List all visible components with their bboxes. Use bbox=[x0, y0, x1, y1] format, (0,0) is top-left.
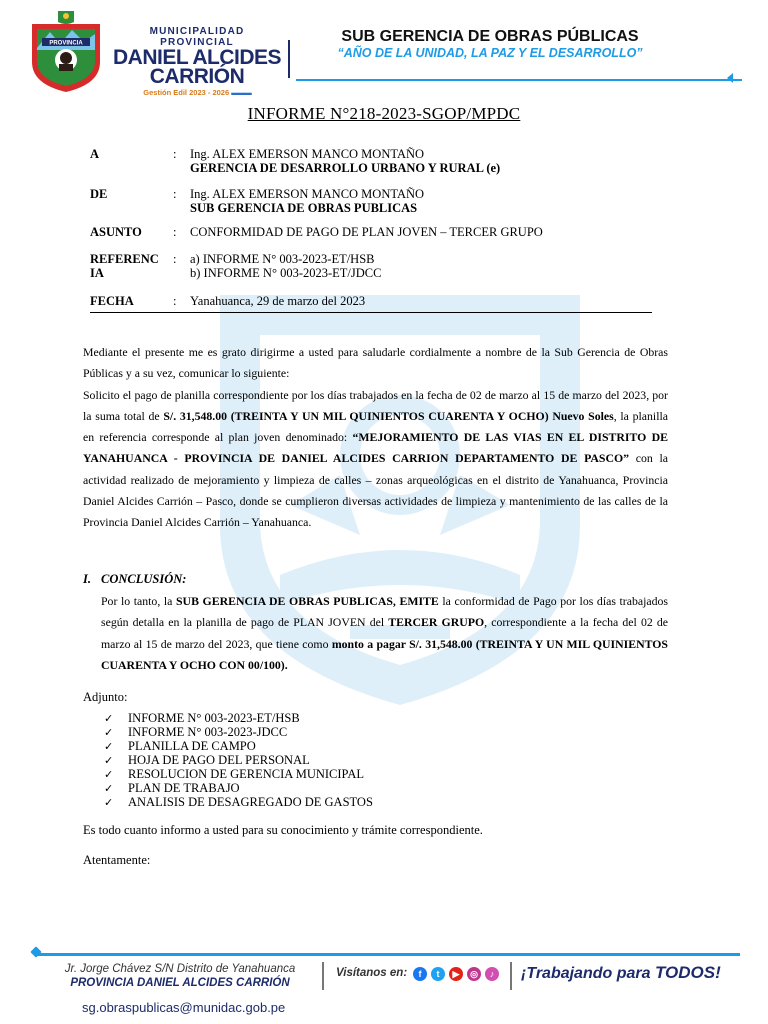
memo-value-de bbox=[190, 187, 652, 215]
checkmark-icon: ✓ bbox=[104, 754, 114, 767]
footer-rule bbox=[35, 953, 740, 956]
slogan-text: ¡Trabajando para bbox=[521, 965, 655, 982]
conclusion-text-1: Por lo tanto, la bbox=[101, 594, 176, 608]
attachments-label: Adjunto: bbox=[83, 690, 128, 704]
footer-slogan bbox=[521, 963, 721, 983]
municipality-top: MUNICIPALIDAD PROVINCIAL bbox=[149, 26, 245, 48]
memo-label-a: A bbox=[90, 147, 100, 161]
memo-label-fecha: FECHA bbox=[90, 294, 134, 308]
footer-divider bbox=[322, 962, 324, 990]
subject-value: CONFORMIDAD DE PAGO DE PLAN JOVEN – TERCER GRUPO bbox=[190, 225, 543, 239]
conclusion-emitter: SUB GERENCIA DE OBRAS PUBLICAS, EMITE bbox=[175, 594, 439, 608]
slogan-emphasis: TODOS! bbox=[654, 963, 721, 982]
memo-colon: : bbox=[173, 147, 177, 161]
municipality-line1: DANIEL ALCIDES bbox=[112, 46, 281, 69]
body-text bbox=[83, 342, 668, 534]
list-item bbox=[104, 795, 373, 809]
gestion-period: Gestión Edil 2023 - 2026 ▬▬▬ bbox=[143, 88, 251, 97]
memo-colon: : bbox=[173, 225, 177, 239]
references-value bbox=[190, 252, 652, 280]
address-line-2: PROVINCIA DANIEL ALCIDES CARRIÓN bbox=[70, 977, 290, 989]
footer-divider bbox=[510, 962, 512, 990]
request-text-3: con la actividad realizado de mejoramiento y limpieza de calles – zonas arqueológicas en el distrito de Yanahuanca, Provincia Daniel Alcides Carrión – Pasco, donde se cumplieron diversas actividades de limpieza y mantenimiento de las calles de la Provincia Daniel Alcides Carrión – Yanahuanca. bbox=[83, 451, 668, 530]
header-rule bbox=[296, 79, 742, 81]
closing-text: Es todo cuanto informo a usted para su conocimiento y trámite correspondiente. bbox=[83, 823, 483, 837]
request-amount: S/. 31,548.00 (TREINTA Y UN MIL QUINIENTOS CUARENTA Y OCHO) Nuevo Soles bbox=[163, 408, 614, 423]
crest-banner-text: PROVINCIA bbox=[49, 40, 83, 47]
project-name: “MEJORAMIENTO DE LAS VIAS EN EL DISTRITO DE YANAHUANCA - PROVINCIA DE DANIEL ALCIDES CARRION DEPARTAMENTO DE PASCO” bbox=[83, 430, 668, 466]
header-divider bbox=[288, 40, 290, 78]
memo-row-referencia bbox=[90, 252, 652, 294]
date-value: Yanahuanca, 29 de marzo del 2023 bbox=[190, 294, 366, 308]
conclusion-heading bbox=[83, 572, 186, 587]
twitter-icon[interactable]: t bbox=[431, 967, 445, 981]
facebook-icon[interactable]: f bbox=[413, 967, 427, 981]
tiktok-icon[interactable]: ♪ bbox=[485, 967, 499, 981]
attachment-text: RESOLUCION DE GERENCIA MUNICIPAL bbox=[128, 767, 365, 781]
attachment-text: HOJA DE PAGO DEL PERSONAL bbox=[128, 753, 310, 767]
list-item bbox=[104, 725, 373, 739]
sender-name: Ing. ALEX EMERSON MANCO MONTAÑO bbox=[190, 187, 425, 201]
memo-row-fecha bbox=[90, 294, 652, 310]
checkmark-icon: ✓ bbox=[104, 796, 114, 809]
checkmark-icon: ✓ bbox=[104, 726, 114, 739]
memo-row-de bbox=[90, 187, 652, 225]
conclusion-text-3: , correspondiente a la fecha del 02 de marzo al 15 de marzo del 2023, que tiene como bbox=[101, 615, 669, 651]
municipal-crest-logo bbox=[28, 8, 104, 94]
municipality-name bbox=[112, 26, 282, 97]
visit-label: Visítanos en: bbox=[336, 967, 408, 979]
attachments-list bbox=[104, 711, 373, 809]
request-text-1: Solicito el pago de planilla correspondiente por los días trabajados en la fecha de 02 de marzo al 15 de marzo del 2023, por la suma total de bbox=[83, 387, 668, 423]
memo-rule bbox=[90, 312, 652, 313]
attachment-text: INFORME N° 003-2023-ET/HSB bbox=[128, 711, 300, 725]
checkmark-icon: ✓ bbox=[104, 782, 114, 795]
memo-label-referencia-2: IA bbox=[90, 266, 104, 280]
paragraph-request bbox=[83, 385, 668, 534]
conclusion-group: TERCER GRUPO bbox=[388, 615, 485, 630]
signoff-text: Atentamente: bbox=[83, 853, 151, 867]
list-item bbox=[104, 711, 373, 725]
memo-label-referencia bbox=[90, 252, 166, 280]
memo-value-a bbox=[190, 147, 652, 175]
conclusion-text bbox=[101, 591, 668, 676]
checkmark-icon: ✓ bbox=[104, 740, 114, 753]
instagram-icon[interactable]: ◎ bbox=[467, 967, 481, 981]
memo-label-asunto: ASUNTO bbox=[90, 225, 142, 239]
memo-row-asunto bbox=[90, 225, 652, 252]
checkmark-icon: ✓ bbox=[104, 712, 114, 725]
request-text-2: , la planilla en referencia corresponde al plan joven denominado: bbox=[83, 408, 668, 445]
list-item bbox=[104, 781, 373, 795]
reference-b: b) INFORME N° 003-2023-ET/JDCC bbox=[190, 266, 382, 280]
memo-header bbox=[90, 147, 652, 310]
memo-colon: : bbox=[173, 187, 177, 201]
attachment-text: ANALISIS DE DESAGREGADO DE GASTOS bbox=[128, 795, 373, 809]
memo-colon: : bbox=[173, 252, 177, 266]
municipality-line2: CARRIÓN bbox=[149, 65, 245, 88]
memo-label-referencia-1: REFERENC bbox=[90, 252, 159, 266]
list-item bbox=[104, 753, 373, 767]
contact-email[interactable]: sg.obraspublicas@munidac.gob.pe bbox=[82, 1000, 286, 1015]
conclusion-amount: monto a pagar S/. 31,548.00 (TREINTA Y UN MIL QUINIENTOS CUARENTA Y OCHO CON 00/100). bbox=[101, 636, 668, 672]
page-header bbox=[0, 0, 768, 97]
reference-a: a) INFORME N° 003-2023-ET/HSB bbox=[190, 252, 375, 266]
attachment-text: PLANILLA DE CAMPO bbox=[128, 739, 256, 753]
conclusion-text-2: la conformidad de Pago por los días trabajados según detalla en la planilla de pago de PLAN JOVEN del bbox=[101, 594, 668, 630]
recipient-office: GERENCIA DE DESARROLLO URBANO Y RURAL (e) bbox=[190, 161, 501, 175]
year-motto: “AÑO DE LA UNIDAD, LA PAZ Y EL DESARROLLO” bbox=[337, 46, 643, 60]
department-title: SUB GERENCIA DE OBRAS PÚBLICAS bbox=[341, 28, 639, 45]
memo-row-a bbox=[90, 147, 652, 177]
youtube-icon[interactable]: ▶ bbox=[449, 967, 463, 981]
memo-label-de: DE bbox=[90, 187, 108, 201]
conclusion-number: I. bbox=[83, 572, 91, 586]
gestion-text: Gestión Edil 2023 - 2026 bbox=[143, 88, 230, 97]
header-rule-arrow bbox=[727, 73, 733, 83]
list-item bbox=[104, 739, 373, 753]
sender-office: SUB GERENCIA DE OBRAS PUBLICAS bbox=[190, 201, 418, 215]
footer-address bbox=[40, 962, 320, 990]
memo-colon: : bbox=[173, 294, 177, 308]
attachment-text: PLAN DE TRABAJO bbox=[128, 781, 240, 795]
conclusion-title: CONCLUSIÓN: bbox=[101, 572, 187, 586]
paragraph-greeting: Mediante el presente me es grato dirigirme a usted para saludarle cordialmente a nombre de la Sub Gerencia de Obras Públicas y a su vez, comunicar lo siguiente: bbox=[83, 345, 668, 381]
address-line-1: Jr. Jorge Chávez S/N Distrito de Yanahuanca bbox=[64, 963, 296, 975]
document-title: INFORME N°218-2023-SGOP/MPDC bbox=[247, 104, 521, 123]
checkmark-icon: ✓ bbox=[104, 768, 114, 781]
recipient-name: Ing. ALEX EMERSON MANCO MONTAÑO bbox=[190, 147, 425, 161]
attachment-text: INFORME N° 003-2023-JDCC bbox=[128, 725, 288, 739]
list-item bbox=[104, 767, 373, 781]
